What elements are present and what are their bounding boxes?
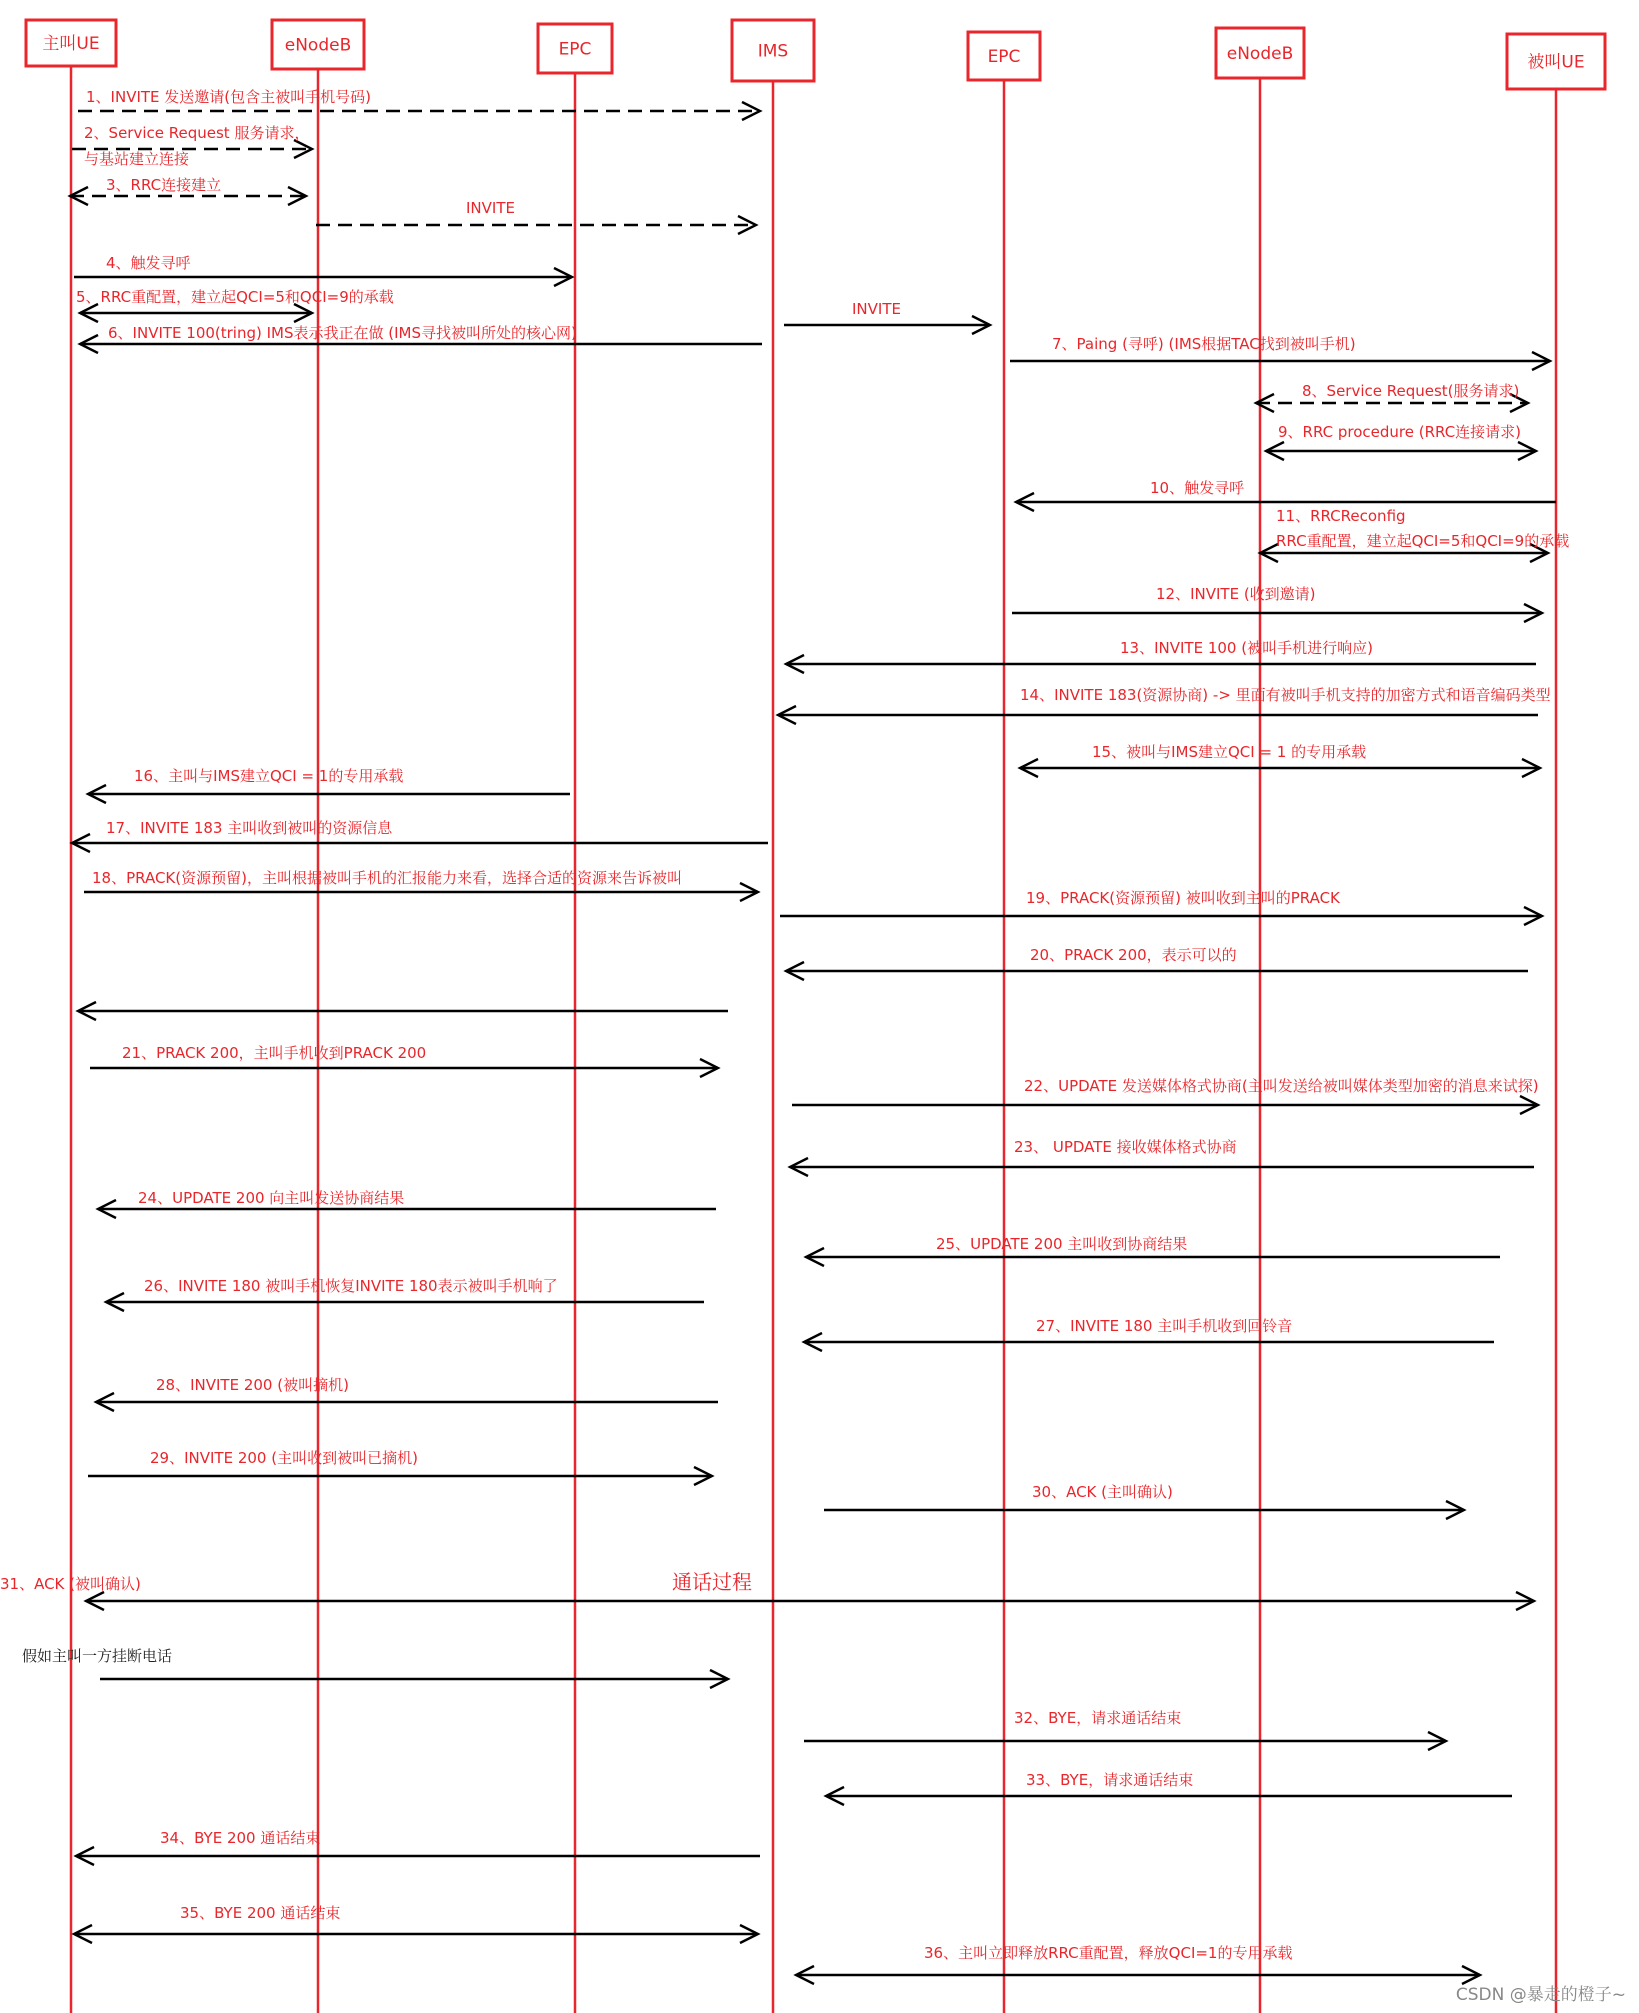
message-label-37: 32、BYE，请求通话结束 xyxy=(1014,1709,1182,1727)
watermark-text: CSDN @暴走的橙子~ xyxy=(1455,1985,1626,2005)
message-label-35: 31、ACK (被叫确认) xyxy=(0,1575,141,1593)
participant-label-callee-enodeb: eNodeB xyxy=(1226,44,1294,64)
message-label-16: 12、INVITE (收到邀请) xyxy=(1156,585,1316,603)
message-label-14: 11、RRCReconfig xyxy=(1276,507,1406,525)
message-label-40: 35、BYE 200 通话结束 xyxy=(180,1904,341,1922)
hangup-note: 假如主叫一方挂断电话 xyxy=(22,1647,173,1665)
message-label-32: 28、INVITE 200 (被叫摘机) xyxy=(156,1376,349,1394)
message-label-30: 26、INVITE 180 被叫手机恢复INVITE 180表示被叫手机响了 xyxy=(144,1277,558,1295)
message-label-33: 29、INVITE 200 (主叫收到被叫已摘机) xyxy=(150,1449,418,1467)
message-label-22: 18、PRACK(资源预留)，主叫根据被叫手机的汇报能力来看，选择合适的资源来告诉被叫 xyxy=(92,869,682,887)
participant-label-callee-ue: 被叫UE xyxy=(1527,52,1585,73)
participant-label-caller-ue: 主叫UE xyxy=(42,34,100,54)
message-label-6: 4、触发寻呼 xyxy=(106,254,191,272)
message-label-8: 6、INVITE 100(tring) IMS表示我正在做 (IMS寻找被叫所处的核心网) xyxy=(108,324,577,342)
message-label-11: 8、Service Request(服务请求) xyxy=(1302,382,1520,400)
message-label-34: 30、ACK (主叫确认) xyxy=(1032,1483,1173,1501)
message-label-3: 与基站建立连接 xyxy=(84,150,190,168)
message-label-7: 5、RRC重配置，建立起QCI=5和QCI=9的承载 xyxy=(76,288,394,306)
message-label-26: 22、UPDATE 发送媒体格式协商(主叫发送给被叫媒体类型加密的消息来试探) xyxy=(1024,1077,1539,1095)
message-label-21: 17、INVITE 183 主叫收到被叫的资源信息 xyxy=(106,819,393,837)
message-label-23: 19、PRACK(资源预留) 被叫收到主叫的PRACK xyxy=(1026,889,1340,907)
message-label-1: 1、INVITE 发送邀请(包含主被叫手机号码) xyxy=(86,88,371,106)
participant-label-caller-epc: EPC xyxy=(558,39,592,60)
participant-label-caller-enodeb: eNodeB xyxy=(284,35,352,56)
message-label-41: 36、主叫立即释放RRC重配置，释放QCI=1的专用承载 xyxy=(924,1944,1293,1962)
participant-label-ims: IMS xyxy=(757,41,789,62)
message-label-18: 14、INVITE 183(资源协商) -> 里面有被叫手机支持的加密方式和语音编码类型 xyxy=(1020,686,1551,704)
message-label-24: 20、PRACK 200，表示可以的 xyxy=(1030,946,1237,964)
message-label-10: 7、Paing (寻呼) (IMS根据TAC找到被叫手机) xyxy=(1052,335,1356,353)
message-label-25: 21、PRACK 200，主叫手机收到PRACK 200 xyxy=(122,1044,427,1062)
message-label-12: 9、RRC procedure (RRC连接请求) xyxy=(1278,423,1522,441)
message-label-5: INVITE xyxy=(466,199,515,217)
participant-label-callee-epc: EPC xyxy=(987,47,1021,67)
message-label-20: 16、主叫与IMS建立QCI = 1的专用承载 xyxy=(134,767,404,785)
message-label-29: 25、UPDATE 200 主叫收到协商结果 xyxy=(936,1235,1188,1253)
message-label-15: RRC重配置，建立起QCI=5和QCI=9的承载 xyxy=(1276,532,1570,550)
message-label-28: 24、UPDATE 200 向主叫发送协商结果 xyxy=(138,1189,405,1207)
message-label-13: 10、触发寻呼 xyxy=(1150,479,1245,497)
message-label-9: INVITE xyxy=(852,300,901,318)
message-label-2: 2、Service Request 服务请求， xyxy=(84,124,310,142)
message-label-38: 33、BYE，请求通话结束 xyxy=(1026,1771,1194,1789)
message-label-19: 15、被叫与IMS建立QCI = 1 的专用承载 xyxy=(1092,743,1367,761)
message-label-31: 27、INVITE 180 主叫手机收到回铃音 xyxy=(1036,1317,1293,1335)
message-label-27: 23、 UPDATE 接收媒体格式协商 xyxy=(1014,1138,1237,1156)
message-label-4: 3、RRC连接建立 xyxy=(106,176,222,194)
message-label-39: 34、BYE 200 通话结束 xyxy=(160,1829,321,1847)
message-label-17: 13、INVITE 100 (被叫手机进行响应) xyxy=(1120,639,1373,657)
call-in-progress-label: 通话过程 xyxy=(672,1570,752,1594)
